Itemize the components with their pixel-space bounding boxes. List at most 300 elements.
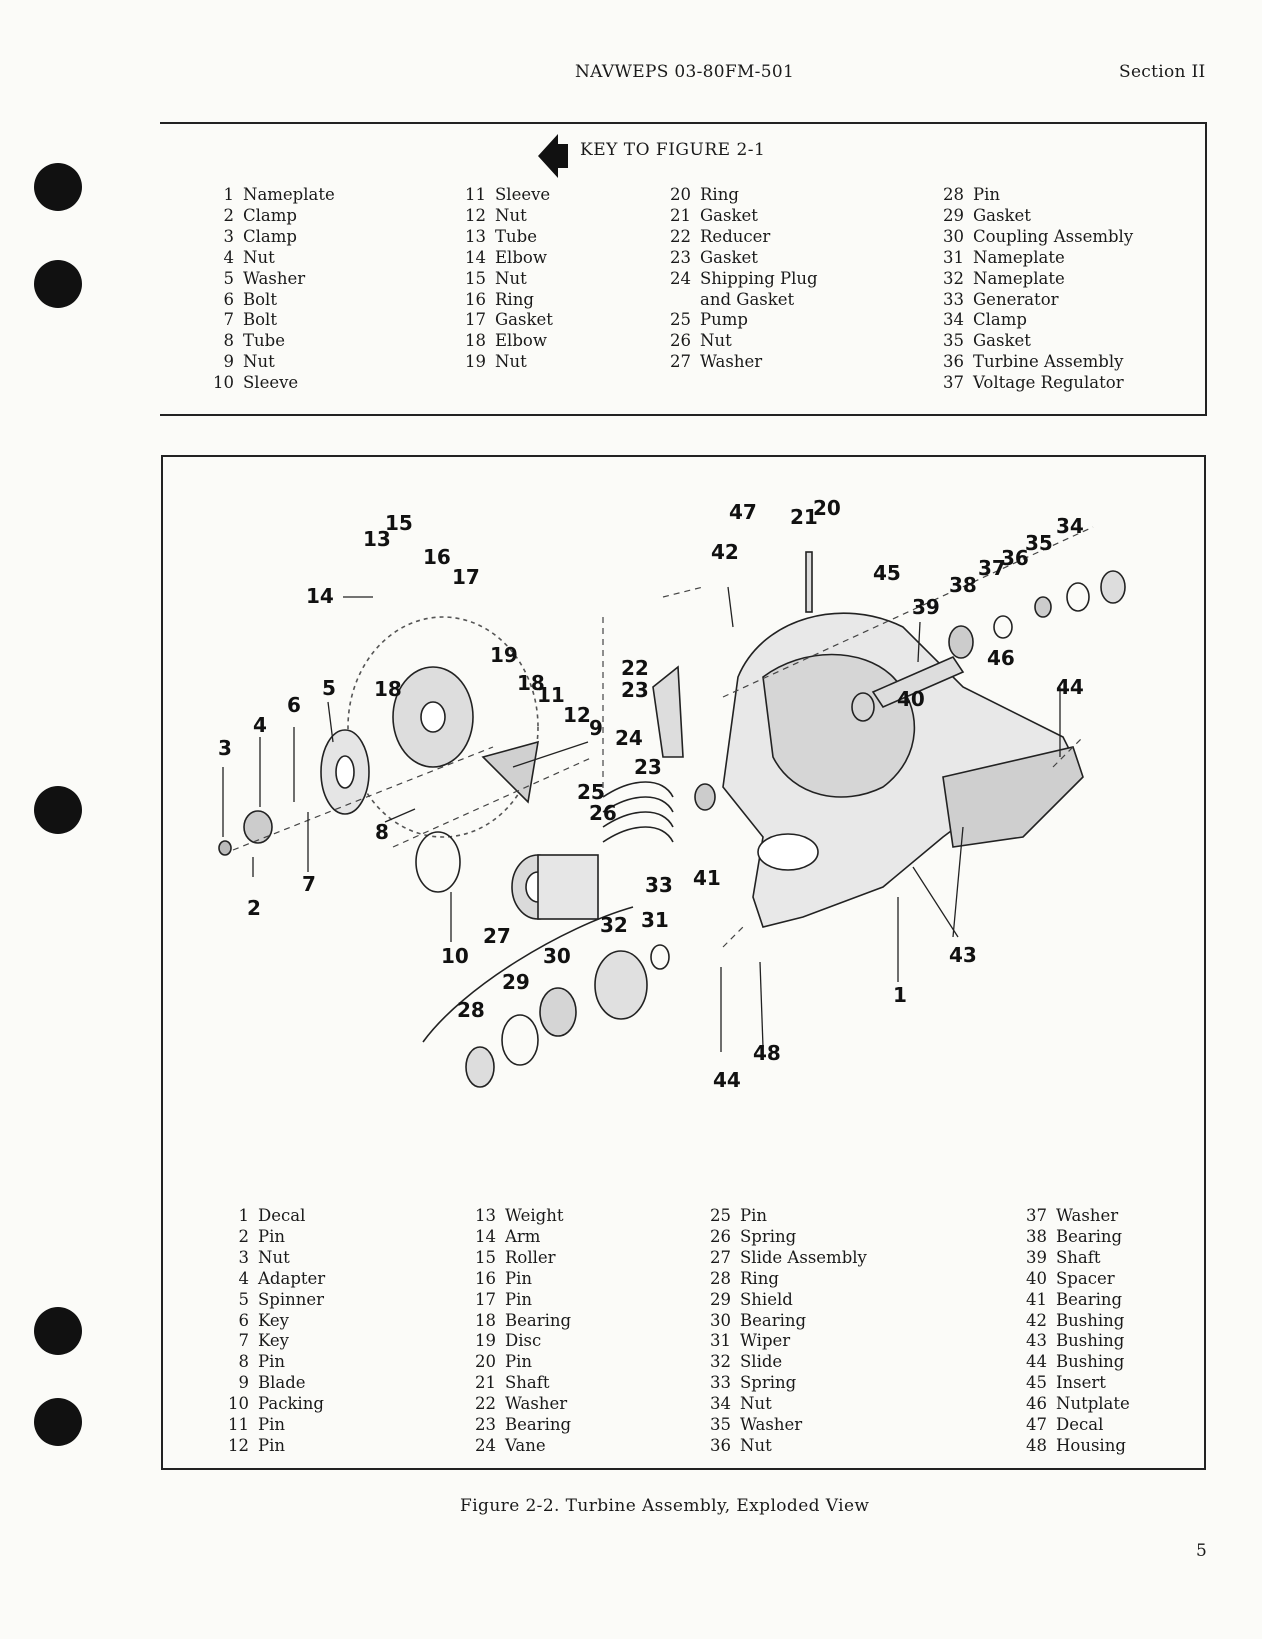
item-number: 27 bbox=[670, 352, 691, 372]
list-item bbox=[210, 227, 335, 248]
item-label: Gasket bbox=[973, 331, 1031, 351]
item-label: Pump bbox=[700, 310, 748, 330]
item-number: 12 bbox=[228, 1435, 249, 1455]
item-label: Pin bbox=[740, 1206, 768, 1225]
list-item bbox=[1021, 1248, 1130, 1269]
item-label: Slide bbox=[740, 1352, 783, 1372]
callout-label: 42 bbox=[711, 540, 739, 564]
item-number: 36 bbox=[710, 1435, 731, 1455]
item-label: Shaft bbox=[1056, 1247, 1101, 1267]
list-item bbox=[1021, 1311, 1130, 1332]
list-item bbox=[225, 1227, 325, 1248]
item-number: 7 bbox=[238, 1331, 249, 1351]
callout-label: 36 bbox=[1001, 546, 1029, 570]
item-label: Ring bbox=[700, 185, 739, 204]
item-label: Key bbox=[258, 1331, 289, 1351]
list-item bbox=[938, 248, 1133, 269]
list-item bbox=[225, 1290, 325, 1311]
item-label: Washer bbox=[740, 1415, 803, 1435]
item-number: 48 bbox=[1026, 1435, 1047, 1455]
list-item bbox=[665, 185, 818, 206]
item-number: 7 bbox=[223, 310, 234, 330]
list-item bbox=[210, 310, 335, 331]
list-item bbox=[460, 331, 553, 352]
callout-label: 13 bbox=[363, 527, 391, 551]
item-label: Housing bbox=[1056, 1435, 1126, 1455]
item-number: 13 bbox=[475, 1206, 496, 1225]
section-label: Section II bbox=[1119, 62, 1206, 82]
item-number: 17 bbox=[475, 1289, 496, 1309]
item-label: Bearing bbox=[740, 1310, 807, 1330]
list-item bbox=[225, 1373, 325, 1394]
item-label: Decal bbox=[258, 1206, 306, 1225]
item-label: Bearing bbox=[1056, 1226, 1123, 1246]
callout-label: 4 bbox=[253, 713, 267, 737]
list-item bbox=[460, 206, 553, 227]
item-number: 4 bbox=[223, 247, 234, 267]
item-number: 14 bbox=[465, 247, 486, 267]
callout-label: 24 bbox=[615, 726, 643, 750]
item-label: Pin bbox=[258, 1415, 286, 1435]
item-number: 9 bbox=[223, 352, 234, 372]
item-label: Pin bbox=[258, 1226, 286, 1246]
item-label: Gasket bbox=[495, 310, 553, 330]
item-number: 39 bbox=[1026, 1247, 1047, 1267]
list-item bbox=[225, 1415, 325, 1436]
list-item bbox=[665, 206, 818, 227]
item-number: 34 bbox=[710, 1394, 731, 1414]
list-item bbox=[1021, 1352, 1130, 1373]
list-item bbox=[705, 1227, 867, 1248]
list-item bbox=[705, 1436, 867, 1457]
item-number: 10 bbox=[213, 373, 234, 393]
item-number: 18 bbox=[475, 1310, 496, 1330]
item-label: Bearing bbox=[505, 1310, 572, 1330]
item-number: 27 bbox=[710, 1247, 731, 1267]
item-number: 1 bbox=[223, 185, 234, 204]
list-item bbox=[225, 1394, 325, 1415]
item-label: Sleeve bbox=[495, 185, 551, 204]
item-label: Elbow bbox=[495, 331, 547, 351]
item-number: 45 bbox=[1026, 1373, 1047, 1393]
item-label: Arm bbox=[505, 1226, 541, 1246]
document-number: NAVWEPS 03-80FM-501 bbox=[575, 62, 795, 82]
item-label: Reducer bbox=[700, 226, 771, 246]
list-item bbox=[665, 227, 818, 248]
item-number: 9 bbox=[238, 1373, 249, 1393]
item-label: Bolt bbox=[243, 289, 277, 309]
item-number: 8 bbox=[223, 331, 234, 351]
key-column-3 bbox=[665, 185, 818, 373]
item-label: Spring bbox=[740, 1226, 797, 1246]
list-item bbox=[705, 1415, 867, 1436]
callout-label: 14 bbox=[306, 584, 334, 608]
item-label: Nutplate bbox=[1056, 1394, 1130, 1414]
item-label: Ring bbox=[740, 1268, 779, 1288]
list-item bbox=[705, 1352, 867, 1373]
item-label: Nameplate bbox=[243, 185, 335, 204]
item-label: Clamp bbox=[973, 310, 1027, 330]
item-number: 21 bbox=[475, 1373, 496, 1393]
item-label: Decal bbox=[1056, 1415, 1104, 1435]
item-number: 33 bbox=[943, 289, 964, 309]
list-item bbox=[938, 310, 1133, 331]
item-label: Spinner bbox=[258, 1289, 325, 1309]
list-item bbox=[470, 1206, 571, 1227]
list-item bbox=[470, 1415, 571, 1436]
item-label: Washer bbox=[1056, 1206, 1119, 1225]
item-label: Bushing bbox=[1056, 1352, 1125, 1372]
item-number: 2 bbox=[238, 1226, 249, 1246]
item-number: 5 bbox=[238, 1289, 249, 1309]
item-number: 37 bbox=[1026, 1206, 1047, 1225]
item-label: Shipping Plug bbox=[700, 268, 818, 288]
list-item bbox=[225, 1311, 325, 1332]
list-item bbox=[460, 185, 553, 206]
list-item bbox=[460, 227, 553, 248]
item-number: 29 bbox=[710, 1289, 731, 1309]
callout-label: 37 bbox=[978, 556, 1006, 580]
item-number: 18 bbox=[465, 331, 486, 351]
item-number: 44 bbox=[1026, 1352, 1047, 1372]
item-number: 19 bbox=[465, 352, 486, 372]
list-item bbox=[1021, 1227, 1130, 1248]
list-item bbox=[705, 1206, 867, 1227]
list-item bbox=[1021, 1436, 1130, 1457]
item-label: Washer bbox=[505, 1394, 568, 1414]
item-number: 6 bbox=[223, 289, 234, 309]
item-number: 25 bbox=[670, 310, 691, 330]
list-item bbox=[470, 1227, 571, 1248]
item-label: Spacer bbox=[1056, 1268, 1115, 1288]
item-label: Nameplate bbox=[973, 247, 1065, 267]
figure-legend-column-1 bbox=[225, 1206, 325, 1457]
callout-label: 7 bbox=[302, 872, 316, 896]
item-number: 1 bbox=[238, 1206, 249, 1225]
item-number: 21 bbox=[670, 205, 691, 225]
list-item bbox=[665, 310, 818, 331]
item-label: Shaft bbox=[505, 1373, 550, 1393]
list-item bbox=[460, 269, 553, 290]
item-label: Gasket bbox=[700, 247, 758, 267]
item-label: Insert bbox=[1056, 1373, 1106, 1393]
callout-label: 30 bbox=[543, 944, 571, 968]
item-number: 2 bbox=[223, 205, 234, 225]
callout-label: 6 bbox=[287, 693, 301, 717]
list-item bbox=[210, 269, 335, 290]
list-item bbox=[938, 331, 1133, 352]
binder-hole bbox=[34, 260, 82, 308]
list-item bbox=[210, 352, 335, 373]
item-number: 33 bbox=[710, 1373, 731, 1393]
list-item bbox=[470, 1311, 571, 1332]
item-label: Turbine Assembly bbox=[973, 352, 1124, 372]
list-item bbox=[460, 352, 553, 373]
item-number: 47 bbox=[1026, 1415, 1047, 1435]
list-item bbox=[705, 1394, 867, 1415]
item-number: 11 bbox=[228, 1415, 249, 1435]
list-item bbox=[225, 1352, 325, 1373]
binder-hole bbox=[34, 786, 82, 834]
item-number: 13 bbox=[465, 226, 486, 246]
list-item bbox=[1021, 1415, 1130, 1436]
item-label: Clamp bbox=[243, 226, 297, 246]
list-item bbox=[938, 269, 1133, 290]
callout-label: 17 bbox=[452, 565, 480, 589]
item-label: and Gasket bbox=[700, 289, 795, 309]
callout-label: 21 bbox=[790, 505, 818, 529]
item-number: 28 bbox=[710, 1268, 731, 1288]
item-label: Coupling Assembly bbox=[973, 226, 1134, 246]
callout-label: 5 bbox=[322, 676, 336, 700]
list-item bbox=[470, 1269, 571, 1290]
item-label: Clamp bbox=[243, 205, 297, 225]
item-label: Nut bbox=[740, 1435, 772, 1455]
list-item bbox=[225, 1248, 325, 1269]
item-number: 31 bbox=[943, 247, 964, 267]
item-number: 15 bbox=[475, 1247, 496, 1267]
item-number: 40 bbox=[1026, 1268, 1047, 1288]
list-item bbox=[705, 1290, 867, 1311]
binder-hole bbox=[34, 1307, 82, 1355]
item-number: 22 bbox=[670, 226, 691, 246]
list-item bbox=[210, 185, 335, 206]
callout-label: 1 bbox=[893, 983, 907, 1007]
item-label: Generator bbox=[973, 289, 1059, 309]
callout-label: 11 bbox=[537, 683, 565, 707]
list-item bbox=[470, 1436, 571, 1457]
item-label: Bushing bbox=[1056, 1331, 1125, 1351]
callout-label: 46 bbox=[987, 646, 1015, 670]
item-label: Ring bbox=[495, 289, 534, 309]
callout-label: 41 bbox=[693, 866, 721, 890]
callout-label: 45 bbox=[873, 561, 901, 585]
item-number: 32 bbox=[943, 268, 964, 288]
list-item bbox=[1021, 1269, 1130, 1290]
list-item bbox=[705, 1248, 867, 1269]
callout-label: 27 bbox=[483, 924, 511, 948]
binder-hole bbox=[34, 163, 82, 211]
item-number: 19 bbox=[475, 1331, 496, 1351]
list-item bbox=[705, 1311, 867, 1332]
item-label: Packing bbox=[258, 1394, 324, 1414]
item-number: 15 bbox=[465, 268, 486, 288]
item-number: 20 bbox=[475, 1352, 496, 1372]
list-item bbox=[210, 373, 335, 394]
callout-label: 38 bbox=[949, 573, 977, 597]
callout-label: 48 bbox=[753, 1041, 781, 1065]
list-item bbox=[460, 290, 553, 311]
callout-label: 23 bbox=[634, 755, 662, 779]
callout-label: 28 bbox=[457, 998, 485, 1022]
callout-label: 16 bbox=[423, 545, 451, 569]
item-number: 29 bbox=[943, 205, 964, 225]
item-label: Shield bbox=[740, 1289, 793, 1309]
item-label: Key bbox=[258, 1310, 289, 1330]
binder-hole bbox=[34, 1398, 82, 1446]
item-number: 8 bbox=[238, 1352, 249, 1372]
figure-caption: Figure 2-2. Turbine Assembly, Exploded View bbox=[460, 1496, 870, 1516]
item-label: Nut bbox=[495, 205, 527, 225]
item-label: Slide Assembly bbox=[740, 1247, 867, 1267]
callout-label: 44 bbox=[1056, 675, 1084, 699]
list-item bbox=[938, 373, 1133, 394]
item-label: Pin bbox=[973, 185, 1001, 204]
item-number: 24 bbox=[670, 268, 691, 288]
item-label: Bearing bbox=[505, 1415, 572, 1435]
callout-label: 3 bbox=[218, 736, 232, 760]
item-label: Tube bbox=[495, 226, 537, 246]
item-number: 17 bbox=[465, 310, 486, 330]
item-label: Disc bbox=[505, 1331, 542, 1351]
list-item bbox=[225, 1331, 325, 1352]
callout-label: 33 bbox=[645, 873, 673, 897]
item-label: Pin bbox=[505, 1352, 533, 1372]
item-number: 30 bbox=[710, 1310, 731, 1330]
item-number: 32 bbox=[710, 1352, 731, 1372]
item-label: Bolt bbox=[243, 310, 277, 330]
list-item bbox=[938, 227, 1133, 248]
item-label: Bearing bbox=[1056, 1289, 1123, 1309]
item-number: 36 bbox=[943, 352, 964, 372]
callout-label: 18 bbox=[517, 671, 545, 695]
item-label: Sleeve bbox=[243, 373, 299, 393]
item-number: 16 bbox=[465, 289, 486, 309]
list-item bbox=[460, 248, 553, 269]
item-label: Nut bbox=[700, 331, 732, 351]
item-number: 10 bbox=[228, 1394, 249, 1414]
item-label: Nut bbox=[495, 352, 527, 372]
item-label: Nut bbox=[258, 1247, 290, 1267]
item-label: Adapter bbox=[258, 1268, 326, 1288]
turbine-exploded-diagram bbox=[163, 457, 1204, 1197]
callout-label: 32 bbox=[600, 913, 628, 937]
item-label: Tube bbox=[243, 331, 285, 351]
callout-label: 31 bbox=[641, 908, 669, 932]
list-item bbox=[225, 1436, 325, 1457]
left-arrow-icon bbox=[538, 130, 568, 182]
item-label: Washer bbox=[243, 268, 306, 288]
page-number: 5 bbox=[1196, 1541, 1207, 1561]
item-label: Washer bbox=[700, 352, 763, 372]
item-number: 23 bbox=[475, 1415, 496, 1435]
list-item bbox=[210, 331, 335, 352]
item-label: Wiper bbox=[740, 1331, 791, 1351]
list-item bbox=[470, 1331, 571, 1352]
callout-label: 8 bbox=[375, 820, 389, 844]
item-label: Weight bbox=[505, 1206, 564, 1225]
item-number: 31 bbox=[710, 1331, 731, 1351]
list-item bbox=[1021, 1394, 1130, 1415]
callout-label: 29 bbox=[502, 970, 530, 994]
callout-label: 15 bbox=[385, 511, 413, 535]
item-number: 11 bbox=[465, 185, 486, 204]
list-item bbox=[665, 290, 818, 311]
list-item bbox=[460, 310, 553, 331]
callout-label: 12 bbox=[563, 703, 591, 727]
item-number: 24 bbox=[475, 1435, 496, 1455]
item-number: 3 bbox=[238, 1247, 249, 1267]
item-number: 4 bbox=[238, 1268, 249, 1288]
callout-label: 19 bbox=[490, 643, 518, 667]
item-number: 46 bbox=[1026, 1394, 1047, 1414]
callout-label: 40 bbox=[897, 687, 925, 711]
figure-legend-column-3 bbox=[705, 1206, 867, 1457]
item-number: 41 bbox=[1026, 1289, 1047, 1309]
item-label: Pin bbox=[258, 1435, 286, 1455]
item-number: 28 bbox=[943, 185, 964, 204]
item-number: 3 bbox=[223, 226, 234, 246]
item-number: 42 bbox=[1026, 1310, 1047, 1330]
list-item bbox=[938, 352, 1133, 373]
figure-legend-column-2 bbox=[470, 1206, 571, 1457]
key-column-4 bbox=[938, 185, 1133, 394]
item-number: 26 bbox=[670, 331, 691, 351]
list-item bbox=[470, 1352, 571, 1373]
list-item bbox=[470, 1290, 571, 1311]
item-number: 38 bbox=[1026, 1226, 1047, 1246]
item-label: Gasket bbox=[973, 205, 1031, 225]
list-item bbox=[705, 1269, 867, 1290]
item-label: Nut bbox=[495, 268, 527, 288]
item-label: Nut bbox=[243, 247, 275, 267]
item-number: 5 bbox=[223, 268, 234, 288]
callout-label: 44 bbox=[713, 1068, 741, 1092]
item-number: 20 bbox=[670, 185, 691, 204]
item-number: 23 bbox=[670, 247, 691, 267]
item-label: Pin bbox=[505, 1268, 533, 1288]
callout-label: 34 bbox=[1056, 514, 1084, 538]
item-number: 25 bbox=[710, 1206, 731, 1225]
list-item bbox=[225, 1269, 325, 1290]
list-item bbox=[225, 1206, 325, 1227]
item-number: 35 bbox=[710, 1415, 731, 1435]
list-item bbox=[938, 185, 1133, 206]
callout-label: 9 bbox=[589, 716, 603, 740]
item-label: Vane bbox=[505, 1435, 546, 1455]
item-number: 34 bbox=[943, 310, 964, 330]
list-item bbox=[938, 290, 1133, 311]
list-item bbox=[705, 1373, 867, 1394]
list-item bbox=[705, 1331, 867, 1352]
callout-label: 25 bbox=[577, 780, 605, 804]
item-label: Nameplate bbox=[973, 268, 1065, 288]
key-column-2 bbox=[460, 185, 553, 373]
item-label: Nut bbox=[740, 1394, 772, 1414]
key-column-1 bbox=[210, 185, 335, 394]
callout-label: 23 bbox=[621, 678, 649, 702]
item-label: Elbow bbox=[495, 247, 547, 267]
item-label: Pin bbox=[258, 1352, 286, 1372]
item-label: Gasket bbox=[700, 205, 758, 225]
item-number: 35 bbox=[943, 331, 964, 351]
item-number: 16 bbox=[475, 1268, 496, 1288]
list-item bbox=[665, 331, 818, 352]
item-label: Nut bbox=[243, 352, 275, 372]
callout-label: 35 bbox=[1025, 531, 1053, 555]
list-item bbox=[665, 269, 818, 290]
list-item bbox=[470, 1248, 571, 1269]
item-label: Bushing bbox=[1056, 1310, 1125, 1330]
item-number: 30 bbox=[943, 226, 964, 246]
callout-label: 20 bbox=[813, 496, 841, 520]
callout-label: 39 bbox=[912, 595, 940, 619]
item-number: 26 bbox=[710, 1226, 731, 1246]
item-label: Pin bbox=[505, 1289, 533, 1309]
callout-label: 43 bbox=[949, 943, 977, 967]
item-number: 6 bbox=[238, 1310, 249, 1330]
item-number: 22 bbox=[475, 1394, 496, 1414]
